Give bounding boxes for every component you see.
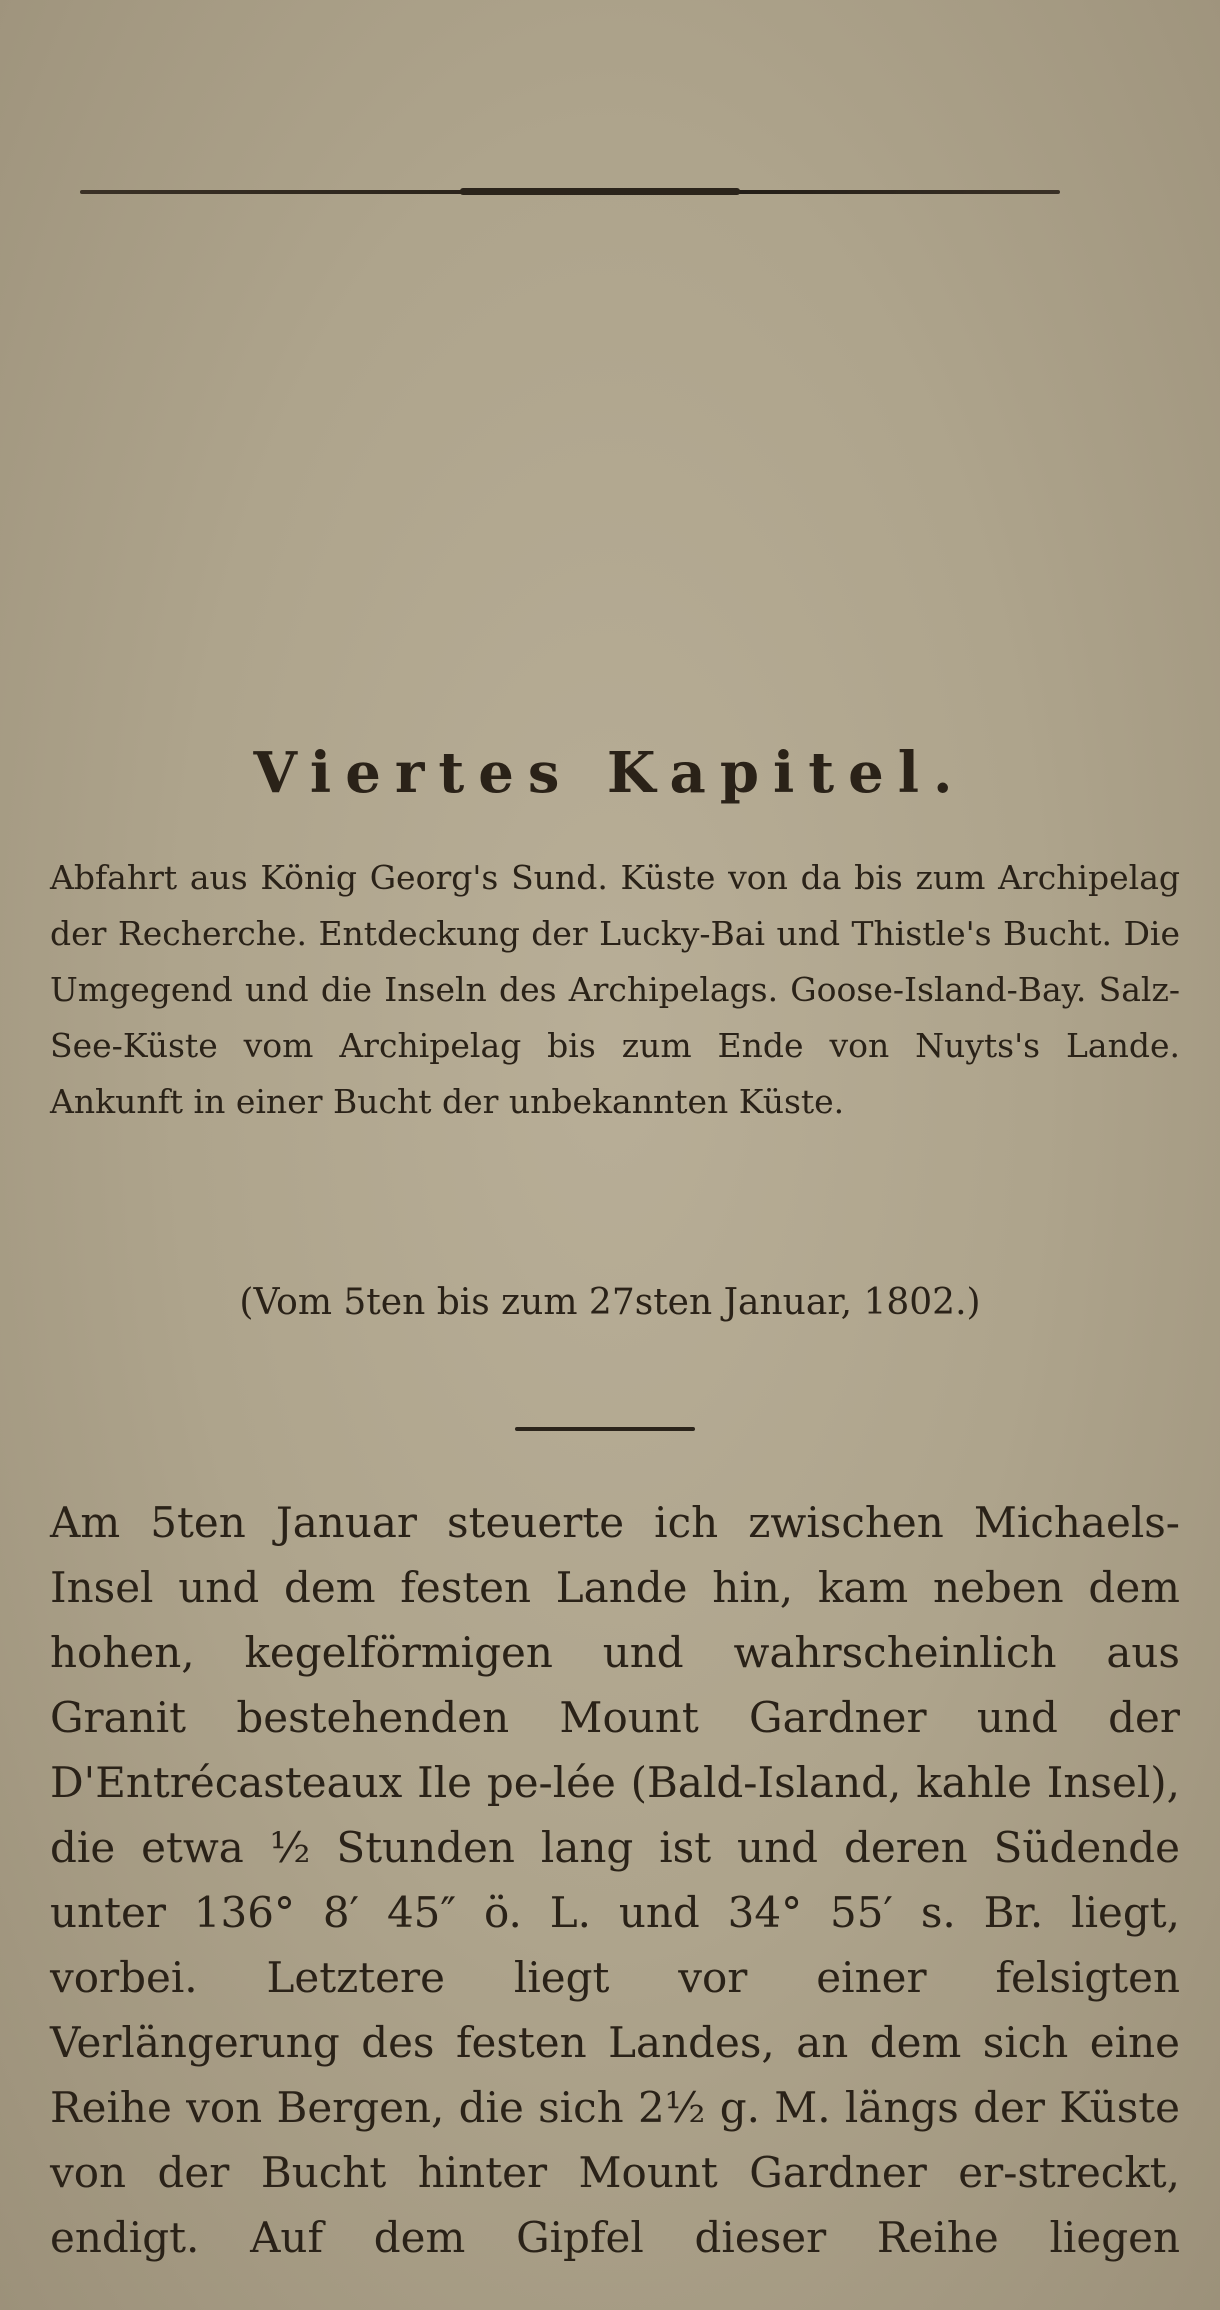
chapter-summary: Abfahrt aus König Georg's Sund. Küste von da bis zum Archipelag der Recherche. Entdeckung der Lucky-Bai und Thistle's Bucht. Die Umgegend und die Inseln des Archipelags. Goose-Island-Bay. Salz-See-Küste vom Archipelag bis zum Ende von Nuyts's Lande. Ankunft in einer Bucht der unbekannten Küste. (50, 858, 1180, 1121)
top-rule-thick-segment (460, 188, 740, 195)
chapter-dates: (Vom 5ten bis zum 27sten Januar, 1802.) (239, 1282, 981, 1323)
chapter-title: Viertes Kapitel. (253, 740, 967, 806)
top-rule (80, 190, 1060, 194)
body-paragraph: Am 5ten Januar steuerte ich zwischen Michaels-Insel und dem festen Lande hin, kam neben dem hohen, kegelförmigen und wahrscheinlich aus Granit bestehenden Mount Gardner und der D'Entrécasteaux Ile pe-lée (Bald-Island, kahle Insel), die etwa ½ Stunden lang ist und deren Südende unter 136° 8′ 45″ ö. L. und 34° 55′ s. Br. liegt, vorbei. Letztere liegt vor einer felsigten Verlängerung des festen Landes, an dem sich eine Reihe von Bergen, die sich 2½ g. M. längs der Küste von der Bucht hinter Mount Gardner er-streckt, endigt. Auf dem Gipfel dieser Reihe liegen (50, 1498, 1180, 2262)
section-divider (515, 1427, 695, 1431)
